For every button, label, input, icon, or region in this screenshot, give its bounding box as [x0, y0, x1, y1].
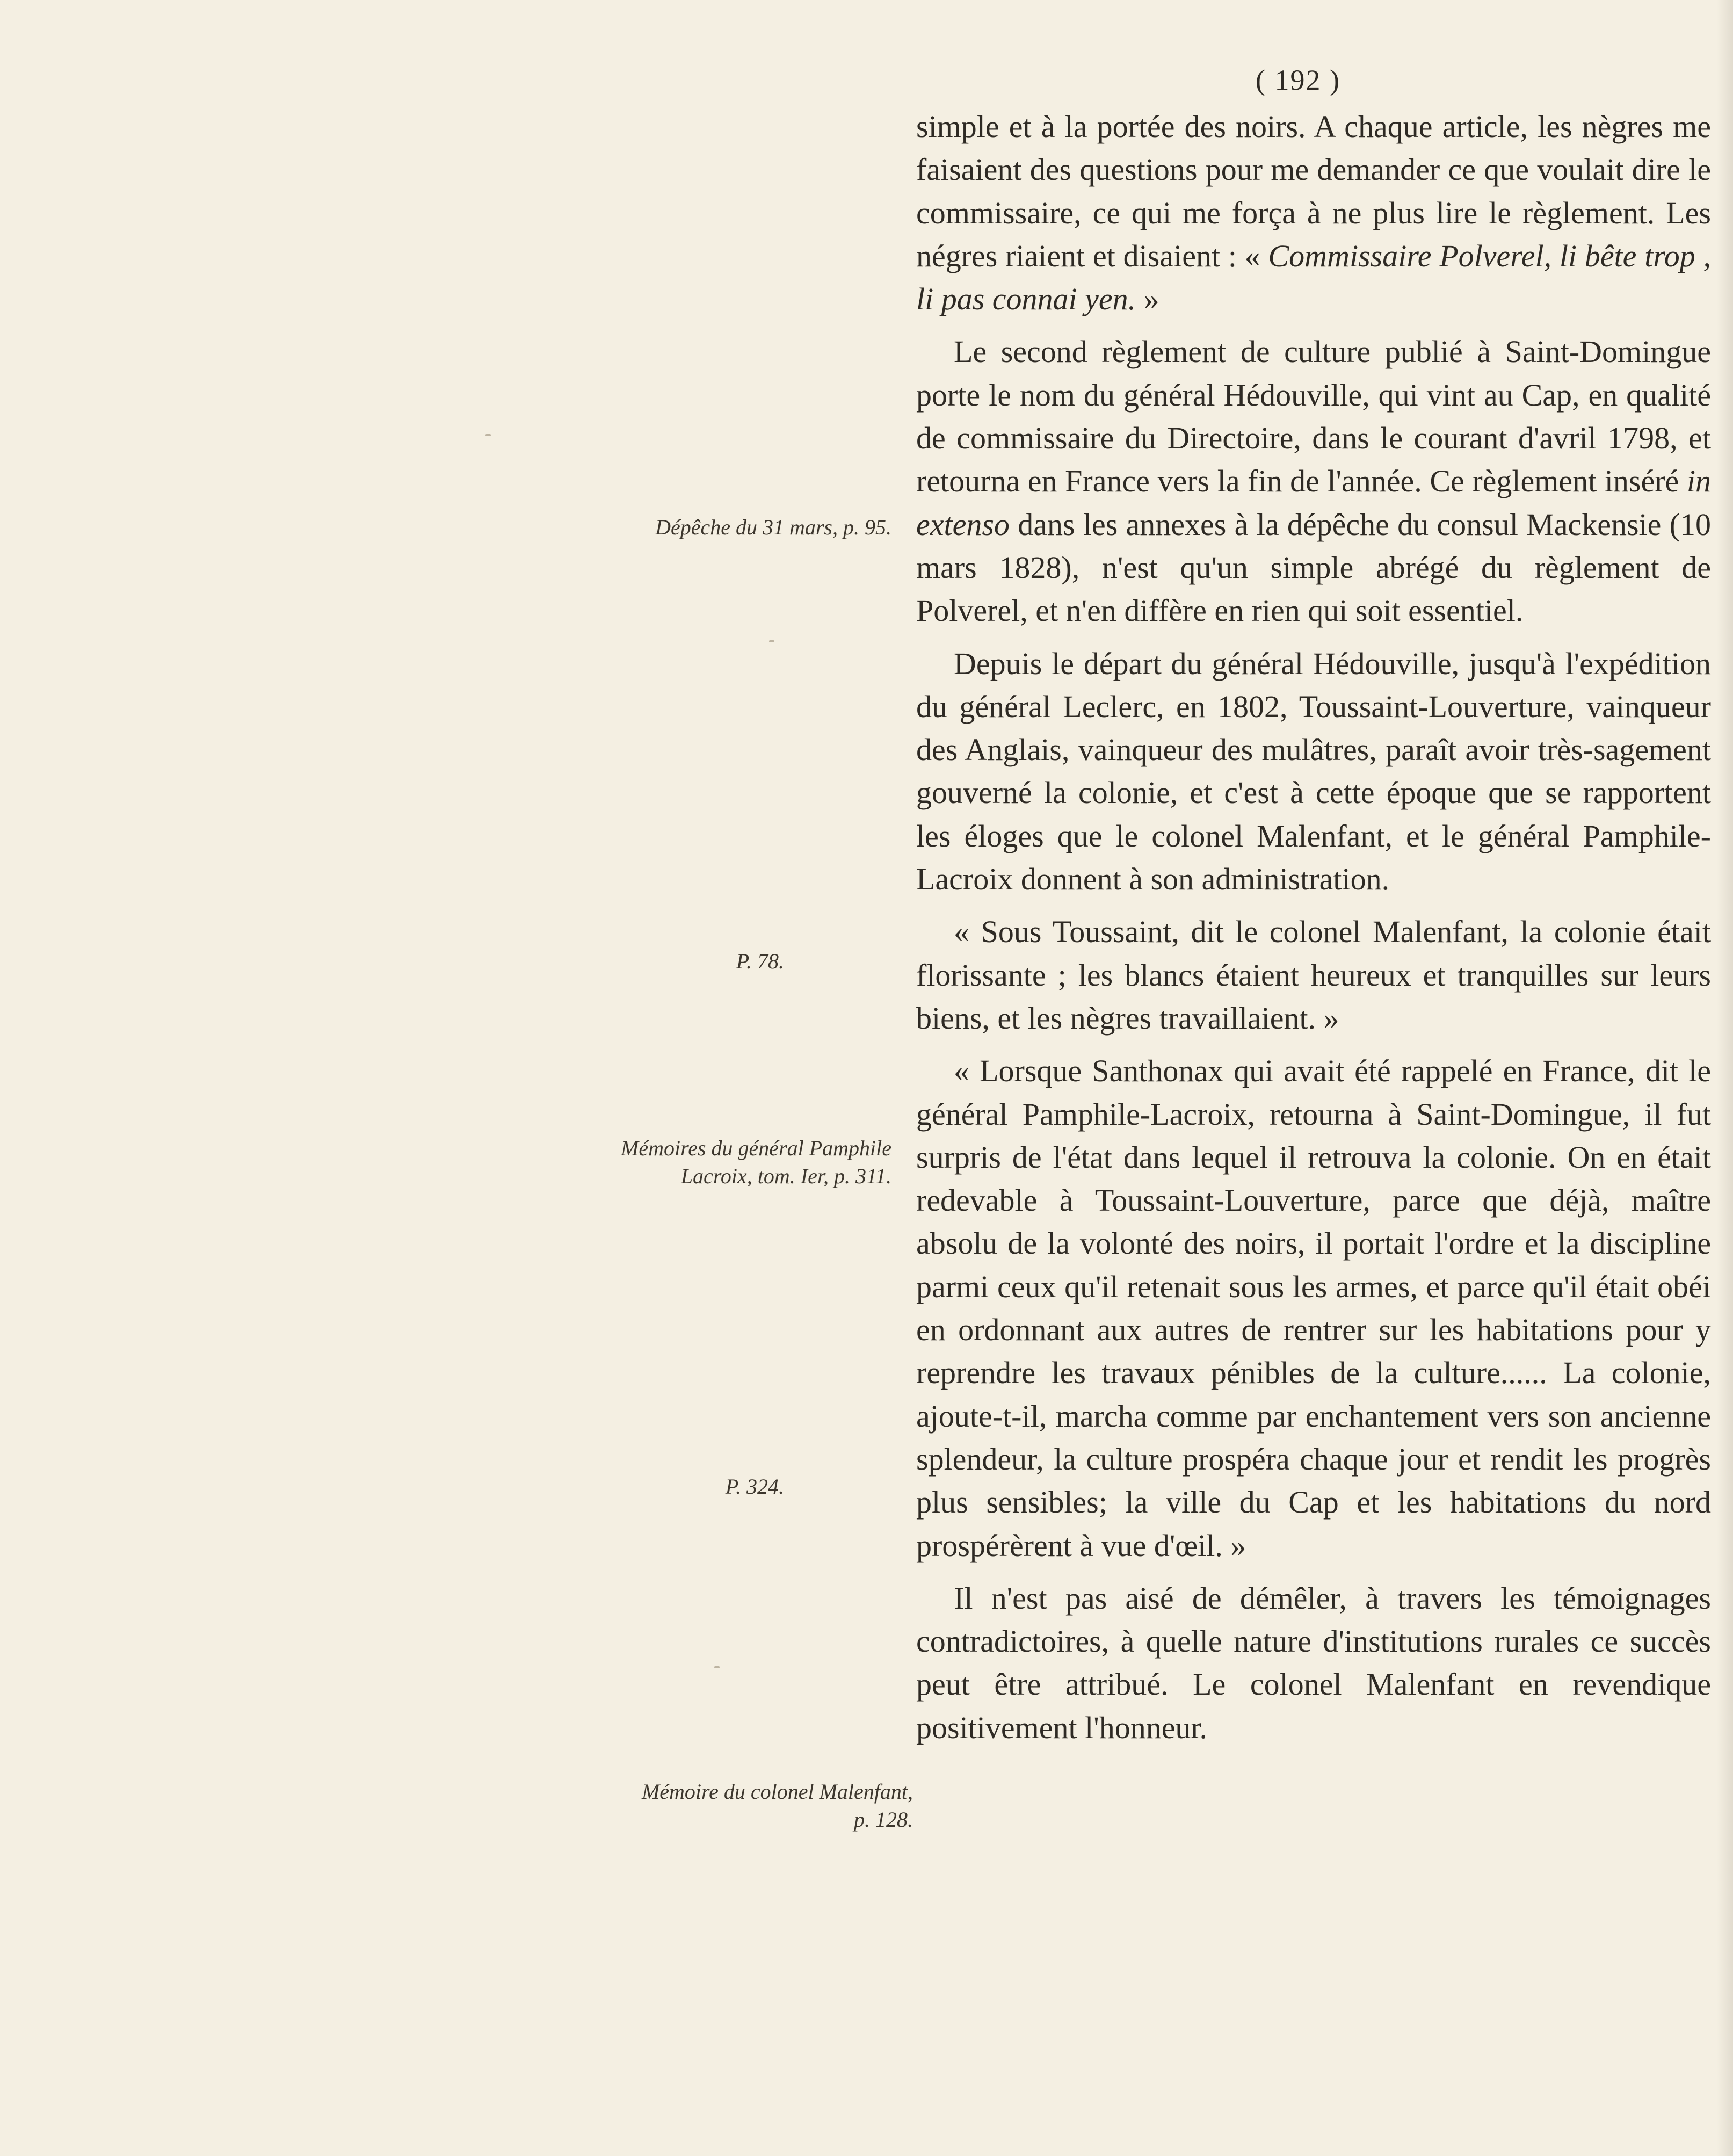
body-paragraph	[916, 910, 1711, 1040]
body-paragraph	[916, 105, 1711, 321]
margin-note-p324	[537, 1473, 784, 1501]
margin-note-memoire-line1: Mémoire du colonel Malenfant,	[641, 1779, 913, 1804]
margin-note-memoire-line2: p. 128.	[854, 1807, 913, 1832]
margin-note-p78-text: P. 78.	[736, 949, 784, 973]
text-segment: »	[1136, 281, 1159, 317]
margin-note-p78	[537, 947, 784, 975]
page-number: ( 192 )	[1256, 64, 1340, 96]
margin-note-memoire-malenfant	[537, 1778, 913, 1834]
italic-text-segment: in extenso	[916, 464, 1711, 542]
text-segment: « Sous Toussaint, dit le colonel Malenfant, la colonie était florissante ; les blancs étaient heureux et tranquilles sur leurs biens, et les nègres travaillaient. »	[916, 914, 1711, 1036]
margin-note-memoires-line2: Lacroix, tom. Ier, p. 311.	[680, 1164, 891, 1188]
paper-speck	[769, 640, 774, 642]
margin-note-p324-text: P. 324.	[725, 1474, 784, 1499]
margin-note-depeche-text: Dépêche du 31 mars, p. 95.	[655, 515, 891, 539]
margin-note-memoires-lacroix	[537, 1134, 891, 1190]
paper-speck	[714, 1666, 720, 1668]
margin-note-memoires-line1: Mémoires du général Pamphile	[621, 1136, 891, 1160]
body-paragraph	[916, 1577, 1711, 1749]
margin-note-depeche	[537, 513, 891, 541]
body-paragraph	[916, 330, 1711, 632]
text-segment: Depuis le départ du général Hédouville, jusqu'à l'expédition du général Leclerc, en 1802, Toussaint-Louverture, vainqueur des Anglais, vainqueur des mulâtres, paraît avoir très-sagement gouverné la colonie, et c'est à cette époque que se rapportent les éloges que le colonel Malenfant, et le général Pamphile-Lacroix donnent à son administration.	[916, 646, 1711, 897]
body-paragraph	[916, 642, 1711, 901]
text-segment: Le second règlement de culture publié à Saint-Domingue porte le nom du général Hédouville, qui vint au Cap, en qualité de commissaire du Directoire, dans le courant d'avril 1798, et retourna en France vers la fin de l'année. Ce règlement inséré	[916, 334, 1711, 499]
italic-text-segment: Commissaire Polverel, li bête trop , li pas connai yen.	[916, 238, 1711, 317]
text-segment: Il n'est pas aisé de démêler, à travers les témoignages contradictoires, à quelle nature d'institutions rurales ce succès peut être attribué. Le colonel Malenfant en revendique positivement l'honneur.	[916, 1580, 1711, 1745]
text-segment: dans les annexes à la dépêche du consul Mackensie (10 mars 1828), n'est qu'un simple abrégé du règlement de Polverel, et n'en diffère en rien qui soit essentiel.	[916, 507, 1711, 628]
text-segment: simple et à la portée des noirs. A chaque article, les nègres me faisaient des questions pour me demander ce que voulait dire le commissaire, ce qui me força à ne plus lire le règlement. Les négres riaient et disaient : «	[916, 109, 1711, 273]
text-segment: « Lorsque Santhonax qui avait été rappelé en France, dit le général Pamphile-Lacroix, retourna à Saint-Domingue, il fut surpris de l'état dans lequel il retrouva la colonie. On en était redevable à Toussaint-Louverture, parce que déjà, maître absolu de la volonté des noirs, il portait l'ordre et la discipline parmi ceux qu'il retenait sous les armes, et parce qu'il était obéi en ordonnant aux autres de rentrer sur les habitations pour y reprendre les travaux pénibles de la culture...... La colonie, ajoute-t-il, marcha comme par enchantement vers son ancienne splendeur, la culture prospéra chaque jour et rendit les progrès plus sensibles; la ville du Cap et les habitations du nord prospérèrent à vue d'œil. »	[916, 1053, 1711, 1563]
body-paragraph	[916, 1050, 1711, 1567]
main-text-column	[916, 105, 1711, 1759]
paper-speck	[485, 434, 491, 436]
page-edge-shadow	[1717, 0, 1733, 2156]
